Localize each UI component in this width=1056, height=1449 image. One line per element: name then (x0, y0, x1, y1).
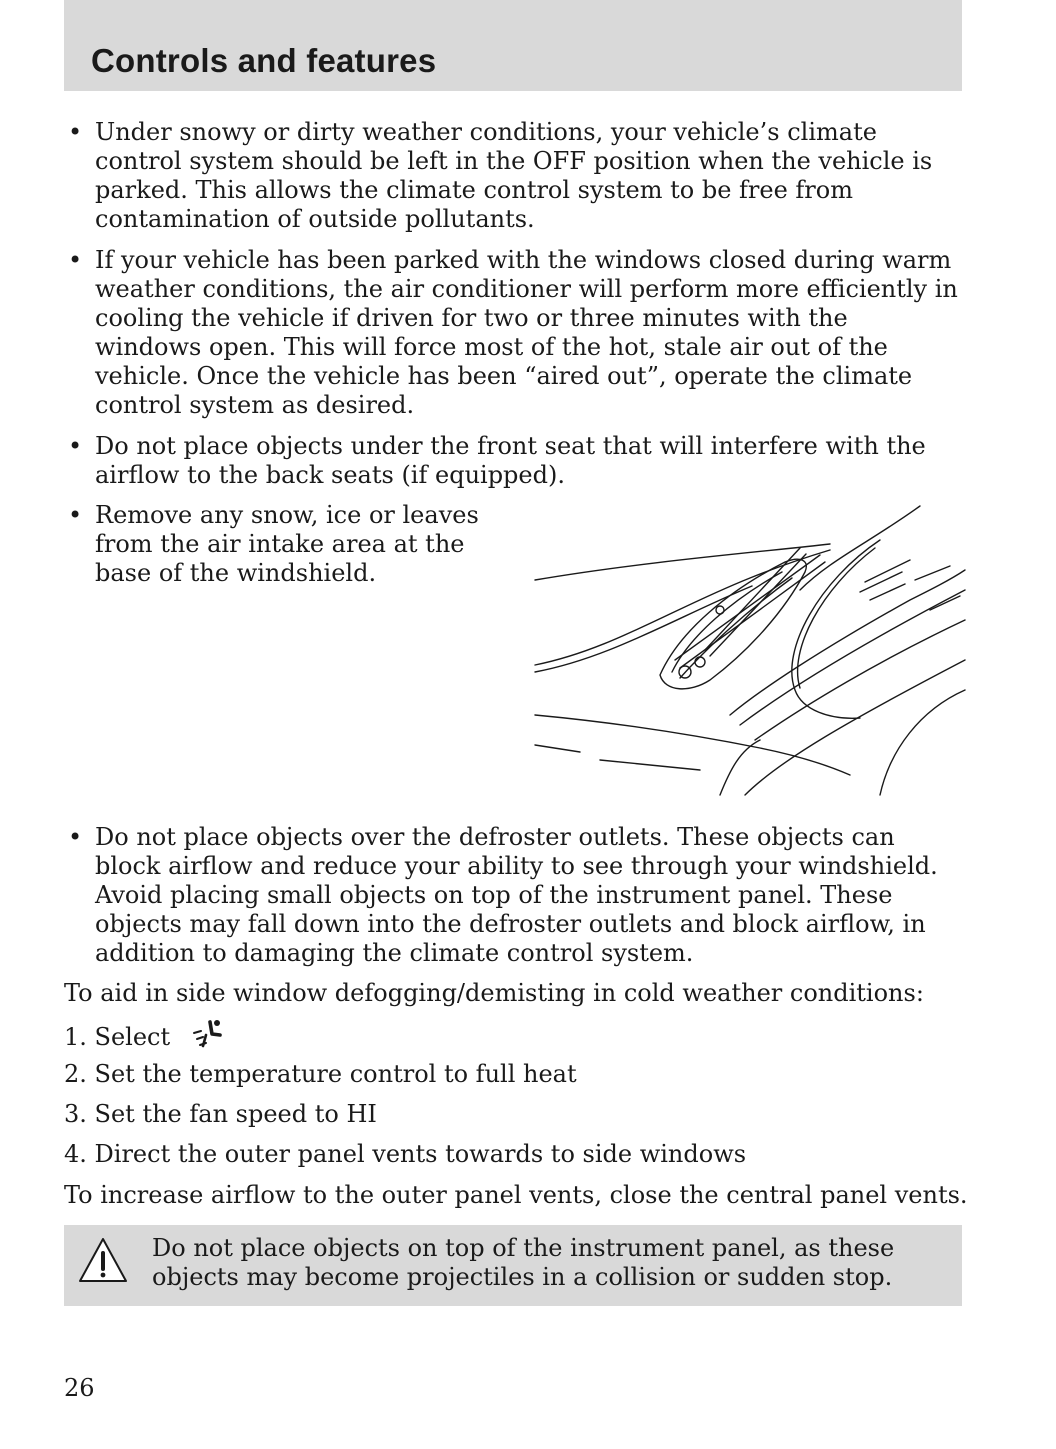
warning-triangle-icon (78, 1236, 128, 1284)
intro-text: To aid in side window defogging/demisting in cold weather conditions: (64, 979, 924, 1007)
bullet-text: Remove any snow, ice or leaves from the air intake area at the base of the windshield. (95, 501, 479, 587)
windshield-air-intake-illustration (530, 500, 970, 800)
note-text: To increase airflow to the outer panel vents, close the central panel vents. (64, 1181, 968, 1209)
bullet-text: Do not place objects under the front seat that will interfere with the airflow to the back seats (if equipped). (95, 432, 926, 489)
bullet-dot: • (68, 823, 83, 851)
bullet-dot: • (68, 501, 83, 529)
page-number: 26 (64, 1374, 95, 1402)
step-item: 3. Set the fan speed to HI (64, 1100, 377, 1128)
step-text: 1. Select (64, 1023, 171, 1051)
warning-box (64, 1225, 962, 1306)
bullet-dot: • (68, 246, 83, 274)
bullet-dot: • (68, 118, 83, 146)
step-item (64, 1019, 226, 1052)
step-item: 4. Direct the outer panel vents towards to side windows (64, 1140, 747, 1168)
step-item: 2. Set the temperature control to full heat (64, 1060, 577, 1088)
bullet-dot: • (68, 432, 83, 460)
section-title: Controls and features (91, 42, 437, 79)
section-header (64, 0, 962, 91)
bullet-text: Do not place objects over the defroster outlets. These objects can block airflow and reduce your ability to see through your windshield. Avoid placing small objects on top of the instrument panel. These objects may fall down into the defroster outlets and block airflow, in addition to damaging the climate control system. (95, 823, 938, 967)
bullet-text: Under snowy or dirty weather conditions, your vehicle’s climate control system should be left in the OFF position when the vehicle is parked. This allows the climate control system to be free from contamination of outside pollutants. (95, 118, 933, 233)
floor-defrost-mode-icon (190, 1019, 226, 1049)
warning-text: Do not place objects on top of the instrument panel, as these objects may become projectiles in a collision or sudden stop. (152, 1234, 895, 1291)
bullet-text: If your vehicle has been parked with the windows closed during warm weather conditions, the air conditioner will perform more efficiently in cooling the vehicle if driven for two or three minutes with the windows open. This will force most of the hot, stale air out of the vehicle. Once the vehicle has been “aired out”, operate the climate control system as desired. (95, 246, 958, 419)
